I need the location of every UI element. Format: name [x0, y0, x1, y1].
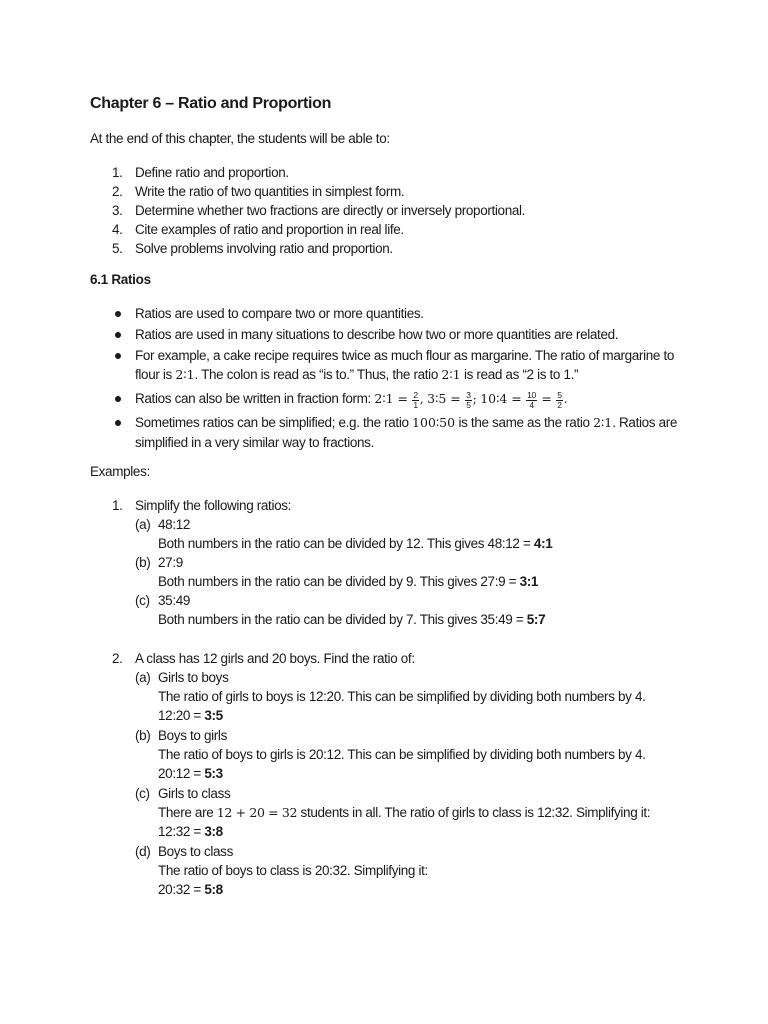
fraction: $\frac{3}{5}$	[466, 390, 471, 410]
fraction: $\frac{10}{4}$	[527, 390, 536, 410]
objective-text: Define ratio and proportion.	[135, 165, 289, 180]
bullet-text: Sometimes ratios can be simplified; e.g. the ratio 100∶50 is the same as the ratio 2∶1. Ratios are	[135, 415, 678, 430]
item-answer: 3:1	[519, 574, 539, 589]
chapter-title: Chapter 6 – Ratio and Proportion	[90, 95, 332, 112]
bullet-dot	[115, 420, 121, 426]
objective-number: 3.	[112, 203, 123, 218]
objective-number: 1.	[112, 165, 123, 180]
item-result: 20:12 = 5:3	[158, 766, 223, 781]
bullet-text-continued: flour is 2∶1. The colon is read as “is to.” Thus, the ratio 2∶1 is read as “2 is to 1.”	[135, 367, 579, 382]
item-letter: (a)	[135, 670, 151, 685]
item-explanation: The ratio of girls to boys is 12:20. This can be simplified by dividing both numbers by 4.	[158, 689, 646, 704]
objective-text: Determine whether two fractions are directly or inversely proportional.	[135, 203, 526, 218]
item-answer: 3:5	[204, 708, 223, 723]
objective-text: Write the ratio of two quantities in simplest form.	[135, 184, 405, 199]
item-label: Boys to girls	[158, 728, 227, 743]
bullet-text: Ratios are used in many situations to describe how two or more quantities are related.	[135, 327, 619, 342]
item-explanation: The ratio of boys to class is 20:32. Simplifying it:	[158, 863, 428, 878]
ratio-math: 2∶1	[175, 367, 195, 382]
bullet-fraction-form: Ratios can also be written in fraction form: 2∶1 = $\frac{2}{1}$ , 3∶5 = $\frac{3}{5}$ ; 10∶4 = $\frac{10}{4}$ = $\frac{5}{2}$ .	[135, 390, 568, 410]
item-letter: (c)	[135, 593, 150, 608]
sum-math: 12 + 20 = 32	[216, 805, 298, 820]
fraction: $\frac{2}{1}$	[413, 390, 418, 410]
item-result: 20:32 = 5:8	[158, 882, 223, 897]
fraction: $\frac{5}{2}$	[557, 390, 562, 410]
objective-number: 2.	[112, 184, 123, 199]
bullet-dot	[115, 396, 121, 402]
item-answer: 4:1	[533, 536, 553, 551]
bullet-dot	[115, 332, 121, 338]
item-ratio: 35:49	[158, 593, 191, 608]
example-title: A class has 12 girls and 20 boys. Find the ratio of:	[135, 651, 415, 666]
bullet-dot	[115, 353, 121, 359]
ratio-math: 2∶1	[441, 367, 461, 382]
section-heading: 6.1 Ratios	[90, 272, 151, 287]
example-number: 1.	[112, 498, 123, 513]
example-title: Simplify the following ratios:	[135, 498, 292, 513]
item-letter: (c)	[135, 786, 150, 801]
item-explanation: The ratio of boys to girls is 20:12. This can be simplified by dividing both numbers by 4.	[158, 747, 646, 762]
example-number: 2.	[112, 651, 123, 666]
examples-label: Examples:	[90, 464, 150, 479]
item-answer: 3:8	[204, 824, 223, 839]
item-letter: (b)	[135, 728, 151, 743]
item-label: Boys to class	[158, 844, 233, 859]
item-letter: (b)	[135, 555, 151, 570]
objective-number: 4.	[112, 222, 123, 237]
item-explanation: Both numbers in the ratio can be divided by 7. This gives 35:49 = 5:7	[158, 612, 546, 627]
item-result: 12:20 = 3:5	[158, 708, 223, 723]
item-answer: 5:8	[204, 882, 223, 897]
item-answer: 5:3	[204, 766, 223, 781]
item-explanation: There are 12 + 20 = 32 students in all. The ratio of girls to class is 12:32. Simplifying it:	[158, 805, 651, 820]
bullet-text-continued: simplified in a very similar way to fractions.	[135, 435, 374, 450]
objective-number: 5.	[112, 241, 123, 256]
bullet-dot	[115, 311, 121, 317]
objective-text: Cite examples of ratio and proportion in real life.	[135, 222, 404, 237]
item-explanation: Both numbers in the ratio can be divided by 9. This gives 27:9 = 3:1	[158, 574, 539, 589]
bullet-text: Ratios are used to compare two or more quantities.	[135, 306, 424, 321]
ratio-math: 2∶1	[593, 415, 613, 430]
ratio-math: 100∶50	[412, 415, 456, 430]
objective-text: Solve problems involving ratio and proportion.	[135, 241, 393, 256]
item-letter: (d)	[135, 844, 151, 859]
item-ratio: 48:12	[158, 517, 191, 532]
intro-text: At the end of this chapter, the students will be able to:	[90, 131, 390, 146]
item-explanation: Both numbers in the ratio can be divided by 12. This gives 48:12 = 4:1	[158, 536, 553, 551]
item-result: 12:32 = 3:8	[158, 824, 223, 839]
item-ratio: 27:9	[158, 555, 183, 570]
item-label: Girls to boys	[158, 670, 229, 685]
item-letter: (a)	[135, 517, 151, 532]
bullet-text: For example, a cake recipe requires twice as much flour as margarine. The ratio of margarine to	[135, 348, 675, 363]
item-label: Girls to class	[158, 786, 231, 801]
item-answer: 5:7	[526, 612, 546, 627]
